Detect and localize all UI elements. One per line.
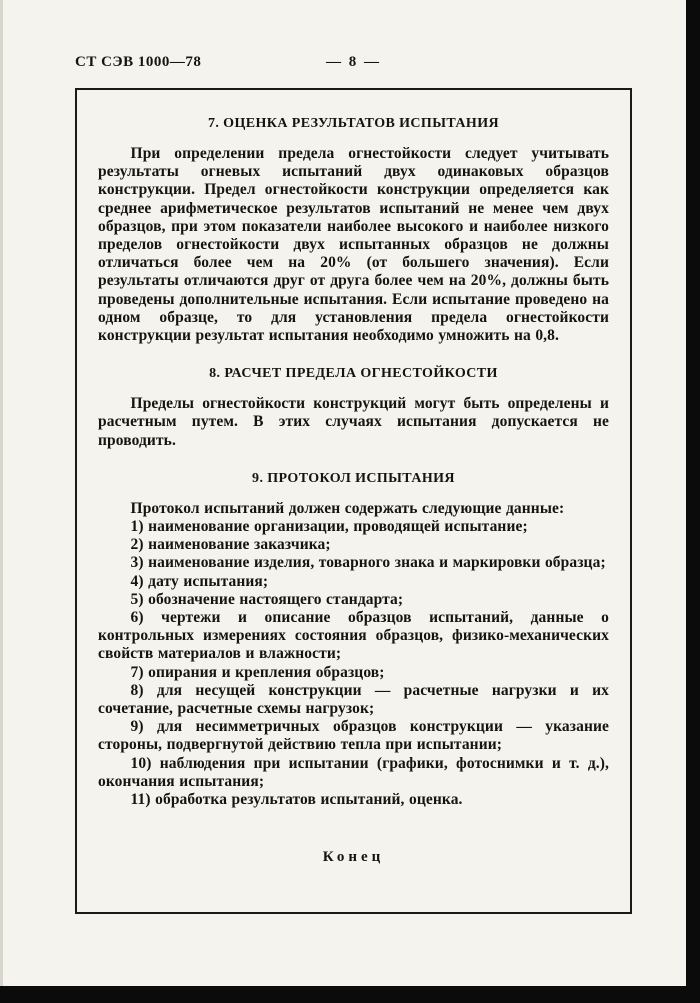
protocol-item-2: 2) наименование заказчика; [130,536,331,554]
page-number: — 8 — [326,54,381,70]
protocol-item-6: 6) чертежи и описание образцов испытаний, данные о контрольных измерениях состояния образцов, физико-механических свойств материалов и влажности; [98,609,609,663]
section-7-paragraph: При определении предела огнестойкости следует учитывать результаты огневых испытаний двух одинаковых образцов конструкции. Предел огнестойкости конструкции определяется как среднее арифметическое результатов испытаний не менее чем двух образцов, при этом показатели наиболее высокого и наиболее низкого пределов огнестойкости двух испытанных образцов не должны отличаться более чем на 20% (от большего значения). Если результаты отличаются друг от друга более чем на 20%, должны быть проведены дополнительные испытания. Если испытание проведено на одном образце, то для установления предела огнестойкости конструкции результат испытания необходимо умножить на 0,8. [98,145,609,345]
protocol-item-7: 7) опирания и крепления образцов; [130,663,385,681]
doc-code: СТ СЭВ 1000—78 [75,54,202,70]
page-header [75,54,632,76]
end-marker: Конец [322,849,385,866]
section-9-heading: 9. ПРОТОКОЛ ИСПЫТАНИЯ [252,470,455,486]
protocol-item-10: 10) наблюдения при испытании (графики, фотоснимки и т. д.), окончания испытания; [98,754,609,790]
protocol-item-8: 8) для несущей конструкции — расчетные нагрузки и их сочетание, расчетные схемы нагрузок; [98,681,609,718]
scan-edge-right [686,0,700,1003]
scan-edge-bottom [0,986,700,1003]
protocol-item-5: 5) обозначение настоящего стандарта; [130,590,404,608]
section-8-heading: 8. РАСЧЕТ ПРЕДЕЛА ОГНЕСТОЙКОСТИ [209,366,498,382]
protocol-item-3: 3) наименование изделия, товарного знака и маркировки образца; [130,554,606,572]
scan-edge-left [0,0,3,1003]
section-9-lead-paragraph: Протокол испытаний должен содержать следующие данные: [130,499,565,517]
content-frame [75,88,632,914]
section-8-paragraph: Пределы огнестойкости конструкций могут быть определены и расчетным путем. В этих случаях испытания допускается не проводить. [98,395,609,449]
protocol-item-11: 11) обработка результатов испытаний, оценка. [130,791,463,809]
section-7-heading: 7. ОЦЕНКА РЕЗУЛЬТАТОВ ИСПЫТАНИЯ [207,116,499,131]
protocol-item-9: 9) для несимметричных образцов конструкции — указание стороны, подвергнутой действию тепла при испытании; [98,718,609,754]
protocol-item-1: 1) наименование организации, проводящей испытание; [130,518,528,536]
protocol-item-4: 4) дату испытания; [130,572,269,590]
